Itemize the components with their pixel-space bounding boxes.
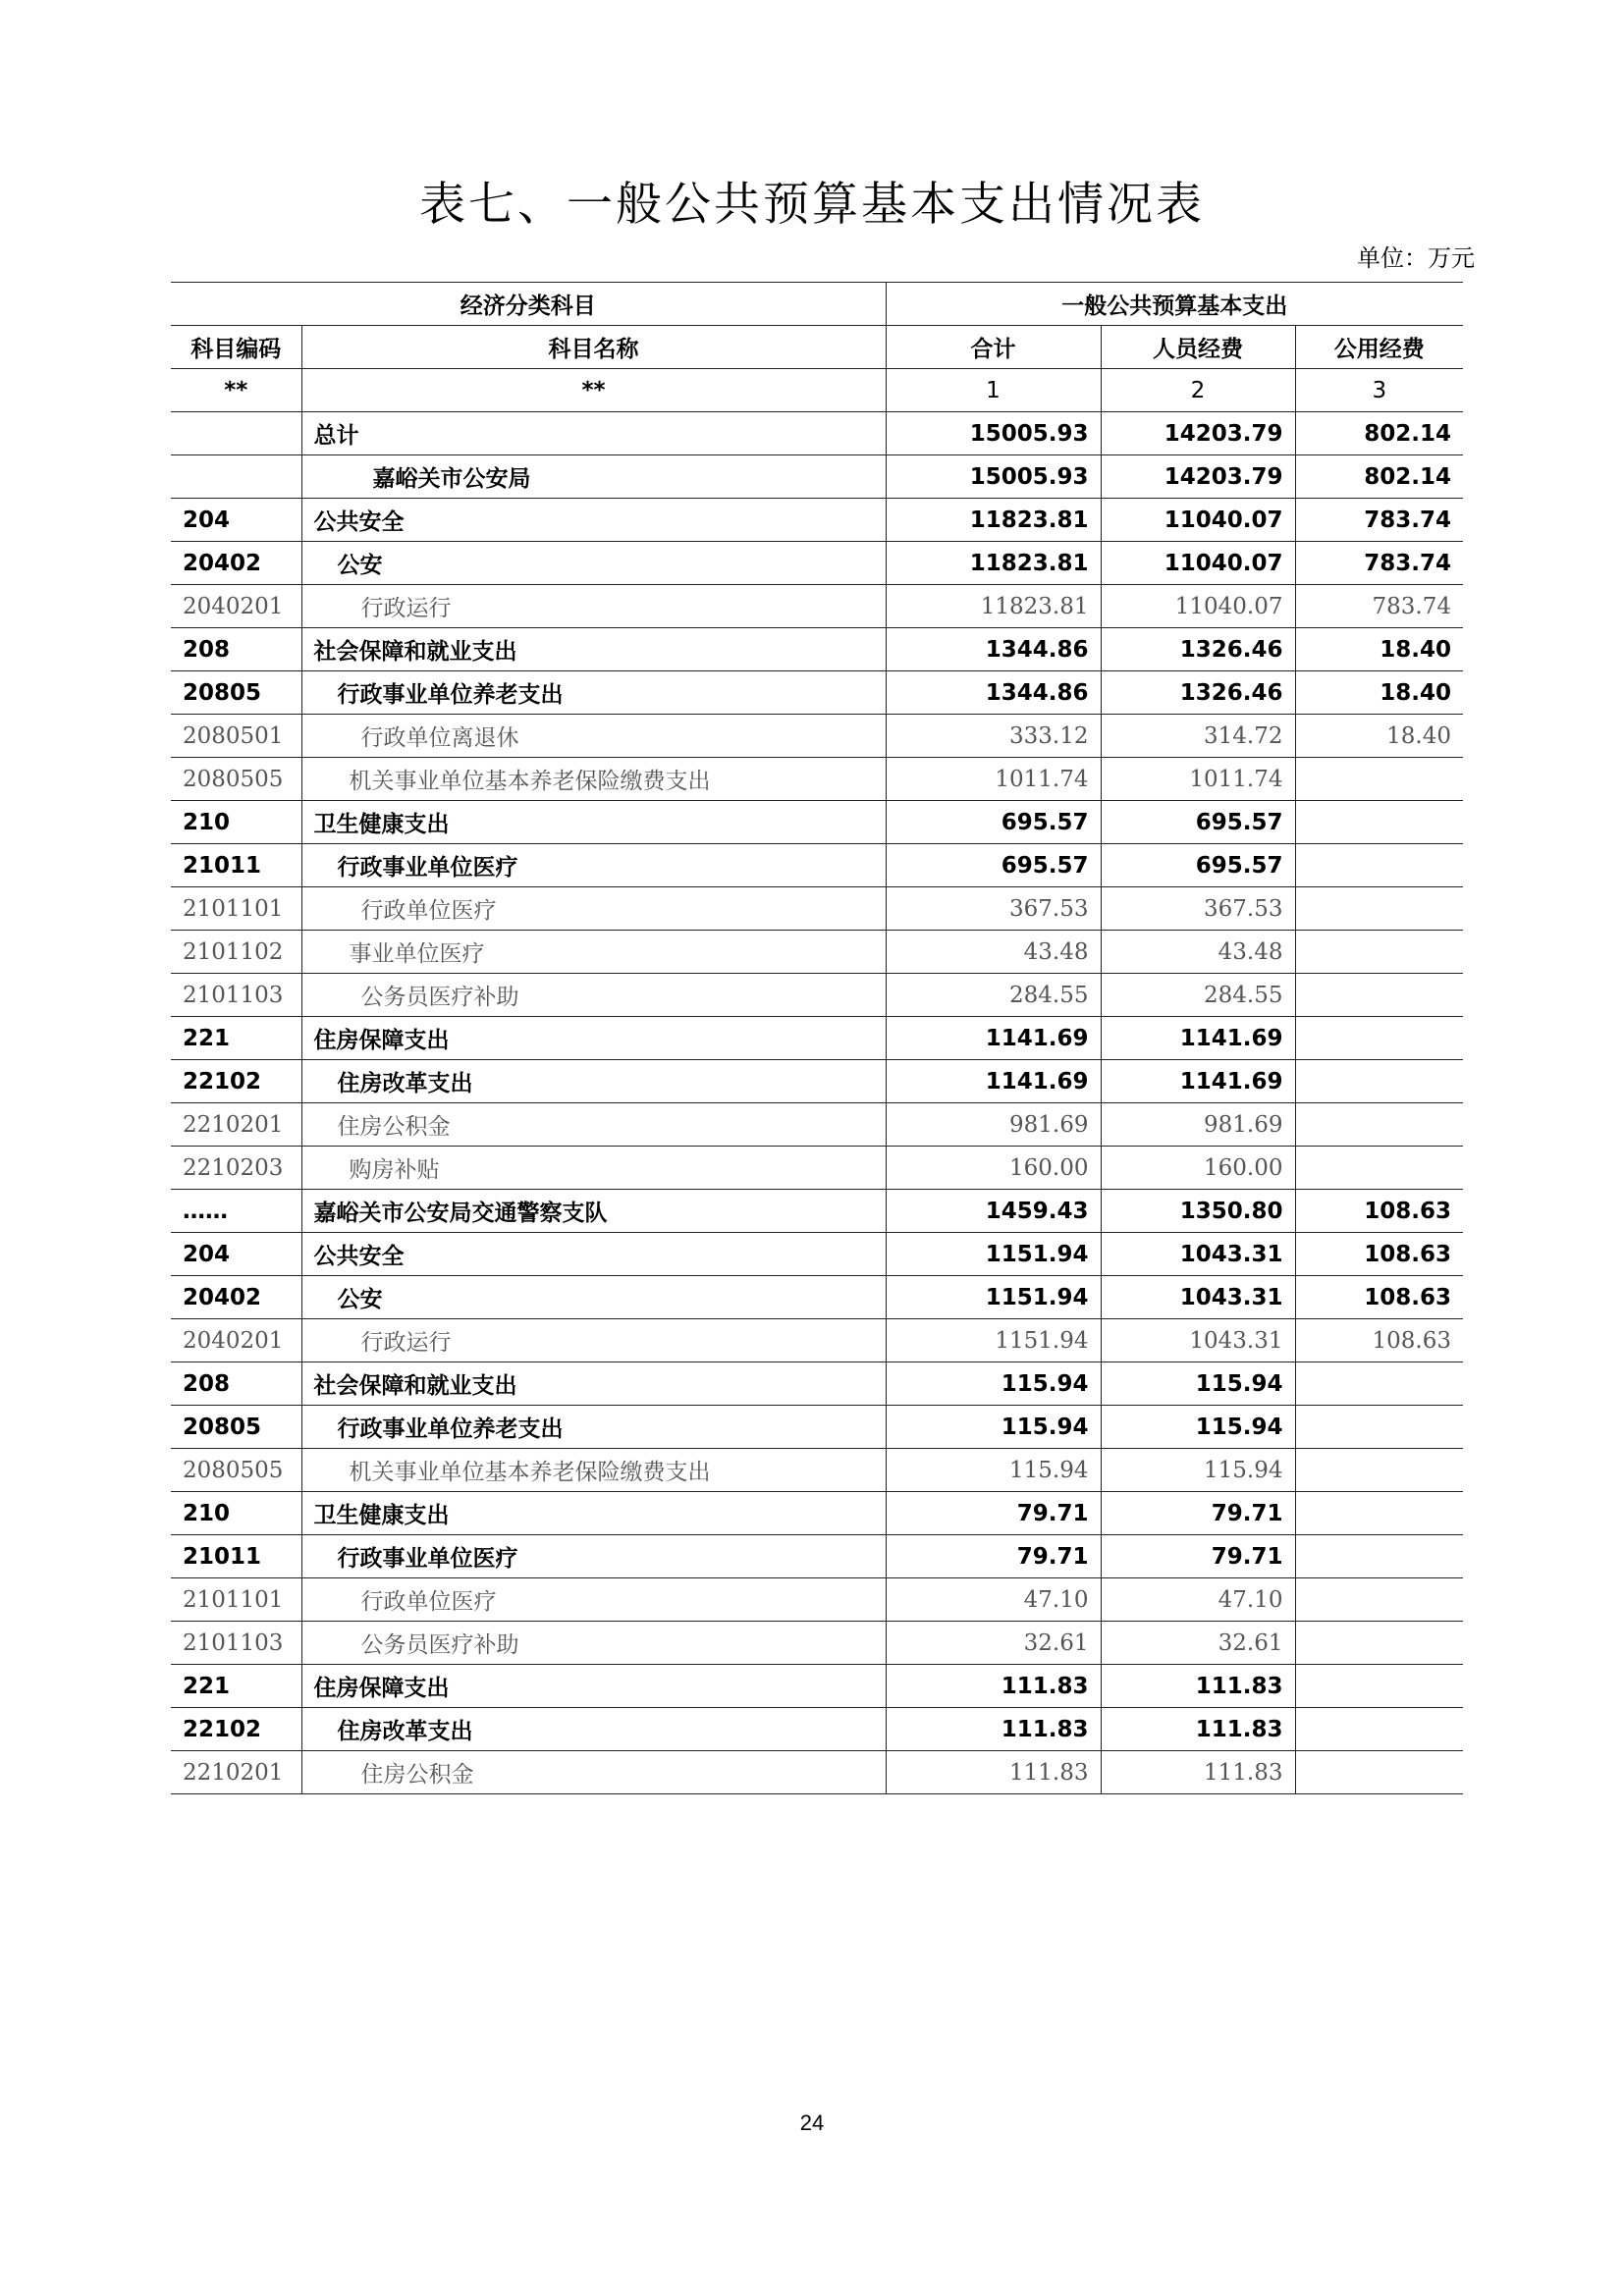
page-title: 表七、一般公共预算基本支出情况表 xyxy=(419,178,1205,232)
cell-total: 79.71 xyxy=(886,1535,1101,1578)
cell-personnel: 160.00 xyxy=(1101,1147,1295,1190)
cell-public: 18.40 xyxy=(1295,628,1463,671)
cell-public xyxy=(1295,931,1463,974)
cell-total: 115.94 xyxy=(886,1449,1101,1492)
group-header-row xyxy=(171,283,1463,326)
cell-total: 695.57 xyxy=(886,801,1101,844)
cell-personnel: 1326.46 xyxy=(1101,671,1295,715)
table-row xyxy=(171,585,1463,628)
cell-personnel: 1043.31 xyxy=(1101,1233,1295,1276)
cell-total: 1141.69 xyxy=(886,1060,1101,1103)
table-row xyxy=(171,1362,1463,1406)
cell-code: 204 xyxy=(171,499,301,542)
cell-public: 108.63 xyxy=(1295,1233,1463,1276)
cell-personnel: 115.94 xyxy=(1101,1449,1295,1492)
cell-name: 嘉峪关市公安局 xyxy=(301,455,886,499)
cell-personnel: 43.48 xyxy=(1101,931,1295,974)
table-row xyxy=(171,1060,1463,1103)
header-name: 科目名称 xyxy=(301,326,886,369)
index-name: ** xyxy=(301,369,886,412)
cell-total: 1141.69 xyxy=(886,1017,1101,1060)
cell-personnel: 367.53 xyxy=(1101,887,1295,931)
cell-name: 行政事业单位医疗 xyxy=(301,844,886,887)
cell-code xyxy=(171,412,301,455)
cell-total: 11823.81 xyxy=(886,585,1101,628)
cell-name: 嘉峪关市公安局交通警察支队 xyxy=(301,1190,886,1233)
cell-code: 2210201 xyxy=(171,1751,301,1794)
cell-name: 住房公积金 xyxy=(301,1751,886,1794)
cell-name: 行政事业单位养老支出 xyxy=(301,671,886,715)
cell-public xyxy=(1295,1751,1463,1794)
cell-total: 367.53 xyxy=(886,887,1101,931)
cell-public xyxy=(1295,1665,1463,1708)
cell-public: 18.40 xyxy=(1295,715,1463,758)
cell-personnel: 115.94 xyxy=(1101,1362,1295,1406)
index-row xyxy=(171,369,1463,412)
cell-personnel: 14203.79 xyxy=(1101,412,1295,455)
cell-public xyxy=(1295,1622,1463,1665)
cell-name: 行政事业单位养老支出 xyxy=(301,1406,886,1449)
table-row xyxy=(171,1276,1463,1319)
index-personnel: 2 xyxy=(1101,369,1295,412)
table-row xyxy=(171,1492,1463,1535)
cell-code: 20402 xyxy=(171,1276,301,1319)
column-header-row xyxy=(171,326,1463,369)
cell-code: 2101103 xyxy=(171,1622,301,1665)
cell-code: 22102 xyxy=(171,1708,301,1751)
table-row xyxy=(171,1103,1463,1147)
cell-personnel: 1043.31 xyxy=(1101,1276,1295,1319)
cell-personnel: 981.69 xyxy=(1101,1103,1295,1147)
cell-public: 108.63 xyxy=(1295,1276,1463,1319)
cell-code: 2040201 xyxy=(171,585,301,628)
cell-personnel: 11040.07 xyxy=(1101,585,1295,628)
cell-total: 115.94 xyxy=(886,1406,1101,1449)
table-row xyxy=(171,758,1463,801)
cell-name: 机关事业单位基本养老保险缴费支出 xyxy=(301,1449,886,1492)
cell-public: 783.74 xyxy=(1295,499,1463,542)
cell-code: 2040201 xyxy=(171,1319,301,1362)
table-row xyxy=(171,844,1463,887)
cell-name: 公共安全 xyxy=(301,1233,886,1276)
cell-name: 住房改革支出 xyxy=(301,1060,886,1103)
cell-public xyxy=(1295,758,1463,801)
page-number: 24 xyxy=(799,2110,825,2135)
table-row xyxy=(171,671,1463,715)
header-public: 公用经费 xyxy=(1295,326,1463,369)
cell-personnel: 695.57 xyxy=(1101,844,1295,887)
cell-total: 79.71 xyxy=(886,1492,1101,1535)
cell-code: 20805 xyxy=(171,671,301,715)
cell-public xyxy=(1295,1578,1463,1622)
cell-public xyxy=(1295,1535,1463,1578)
cell-code: 20402 xyxy=(171,542,301,585)
cell-name: 卫生健康支出 xyxy=(301,801,886,844)
table-row xyxy=(171,628,1463,671)
cell-name: 公安 xyxy=(301,542,886,585)
table-row xyxy=(171,1578,1463,1622)
cell-code: 210 xyxy=(171,801,301,844)
table-row xyxy=(171,1449,1463,1492)
cell-total: 284.55 xyxy=(886,974,1101,1017)
cell-code: …… xyxy=(171,1190,301,1233)
cell-public xyxy=(1295,801,1463,844)
cell-personnel: 1043.31 xyxy=(1101,1319,1295,1362)
cell-personnel: 11040.07 xyxy=(1101,542,1295,585)
cell-personnel: 1141.69 xyxy=(1101,1060,1295,1103)
table-row xyxy=(171,1665,1463,1708)
cell-code: 2101103 xyxy=(171,974,301,1017)
header-total: 合计 xyxy=(886,326,1101,369)
table-row xyxy=(171,499,1463,542)
table-row xyxy=(171,1406,1463,1449)
header-personnel: 人员经费 xyxy=(1101,326,1295,369)
cell-public xyxy=(1295,1017,1463,1060)
cell-public xyxy=(1295,1060,1463,1103)
cell-personnel: 14203.79 xyxy=(1101,455,1295,499)
cell-public xyxy=(1295,844,1463,887)
table-row xyxy=(171,1751,1463,1794)
cell-total: 1344.86 xyxy=(886,628,1101,671)
table-row xyxy=(171,1622,1463,1665)
cell-personnel: 79.71 xyxy=(1101,1535,1295,1578)
cell-code: 2101101 xyxy=(171,1578,301,1622)
cell-public xyxy=(1295,1406,1463,1449)
cell-personnel: 111.83 xyxy=(1101,1708,1295,1751)
table-row xyxy=(171,455,1463,499)
cell-total: 1151.94 xyxy=(886,1276,1101,1319)
cell-code: 2101101 xyxy=(171,887,301,931)
cell-public xyxy=(1295,887,1463,931)
cell-public xyxy=(1295,1103,1463,1147)
cell-name: 机关事业单位基本养老保险缴费支出 xyxy=(301,758,886,801)
cell-name: 公共安全 xyxy=(301,499,886,542)
cell-name: 住房保障支出 xyxy=(301,1017,886,1060)
cell-total: 47.10 xyxy=(886,1578,1101,1622)
cell-name: 总计 xyxy=(301,412,886,455)
cell-code: 20805 xyxy=(171,1406,301,1449)
cell-public xyxy=(1295,974,1463,1017)
cell-name: 卫生健康支出 xyxy=(301,1492,886,1535)
cell-total: 15005.93 xyxy=(886,455,1101,499)
cell-public xyxy=(1295,1708,1463,1751)
cell-total: 11823.81 xyxy=(886,542,1101,585)
cell-total: 333.12 xyxy=(886,715,1101,758)
cell-public: 802.14 xyxy=(1295,455,1463,499)
group-header-expenditure: 一般公共预算基本支出 xyxy=(886,283,1463,326)
cell-name: 行政运行 xyxy=(301,1319,886,1362)
cell-name: 购房补贴 xyxy=(301,1147,886,1190)
cell-name: 行政单位离退休 xyxy=(301,715,886,758)
table-row xyxy=(171,801,1463,844)
cell-name: 住房公积金 xyxy=(301,1103,886,1147)
cell-personnel: 1011.74 xyxy=(1101,758,1295,801)
cell-code: 2101102 xyxy=(171,931,301,974)
cell-public xyxy=(1295,1449,1463,1492)
cell-total: 32.61 xyxy=(886,1622,1101,1665)
cell-total: 15005.93 xyxy=(886,412,1101,455)
cell-public: 108.63 xyxy=(1295,1319,1463,1362)
cell-personnel: 695.57 xyxy=(1101,801,1295,844)
cell-code: 2080505 xyxy=(171,758,301,801)
budget-table xyxy=(171,282,1463,1794)
cell-public: 108.63 xyxy=(1295,1190,1463,1233)
table-row xyxy=(171,1708,1463,1751)
cell-total: 111.83 xyxy=(886,1708,1101,1751)
cell-personnel: 11040.07 xyxy=(1101,499,1295,542)
cell-code: 208 xyxy=(171,1362,301,1406)
header-code: 科目编码 xyxy=(171,326,301,369)
cell-public: 783.74 xyxy=(1295,585,1463,628)
cell-personnel: 314.72 xyxy=(1101,715,1295,758)
index-code: ** xyxy=(171,369,301,412)
cell-public: 802.14 xyxy=(1295,412,1463,455)
cell-total: 11823.81 xyxy=(886,499,1101,542)
cell-code: 2080505 xyxy=(171,1449,301,1492)
cell-personnel: 1350.80 xyxy=(1101,1190,1295,1233)
cell-personnel: 111.83 xyxy=(1101,1665,1295,1708)
cell-name: 住房改革支出 xyxy=(301,1708,886,1751)
cell-name: 事业单位医疗 xyxy=(301,931,886,974)
cell-code: 2080501 xyxy=(171,715,301,758)
cell-public xyxy=(1295,1362,1463,1406)
cell-total: 111.83 xyxy=(886,1665,1101,1708)
unit-label: 单位：万元 xyxy=(1357,244,1475,272)
table-row xyxy=(171,412,1463,455)
table-row xyxy=(171,974,1463,1017)
cell-code: 221 xyxy=(171,1665,301,1708)
cell-total: 695.57 xyxy=(886,844,1101,887)
cell-total: 1344.86 xyxy=(886,671,1101,715)
table-row xyxy=(171,1190,1463,1233)
cell-personnel: 1326.46 xyxy=(1101,628,1295,671)
cell-personnel: 111.83 xyxy=(1101,1751,1295,1794)
cell-name: 公务员医疗补助 xyxy=(301,974,886,1017)
cell-total: 1459.43 xyxy=(886,1190,1101,1233)
cell-name: 行政单位医疗 xyxy=(301,887,886,931)
cell-personnel: 1141.69 xyxy=(1101,1017,1295,1060)
index-public: 3 xyxy=(1295,369,1463,412)
cell-total: 160.00 xyxy=(886,1147,1101,1190)
cell-name: 公务员医疗补助 xyxy=(301,1622,886,1665)
cell-code: 2210203 xyxy=(171,1147,301,1190)
cell-personnel: 47.10 xyxy=(1101,1578,1295,1622)
cell-code: 210 xyxy=(171,1492,301,1535)
cell-name: 公安 xyxy=(301,1276,886,1319)
cell-code xyxy=(171,455,301,499)
group-header-economic: 经济分类科目 xyxy=(171,283,886,326)
table-row xyxy=(171,1535,1463,1578)
table-row xyxy=(171,887,1463,931)
index-total: 1 xyxy=(886,369,1101,412)
cell-name: 社会保障和就业支出 xyxy=(301,628,886,671)
cell-code: 22102 xyxy=(171,1060,301,1103)
cell-total: 111.83 xyxy=(886,1751,1101,1794)
cell-public xyxy=(1295,1147,1463,1190)
cell-name: 社会保障和就业支出 xyxy=(301,1362,886,1406)
table-row xyxy=(171,542,1463,585)
cell-code: 21011 xyxy=(171,1535,301,1578)
cell-code: 221 xyxy=(171,1017,301,1060)
cell-code: 21011 xyxy=(171,844,301,887)
cell-name: 住房保障支出 xyxy=(301,1665,886,1708)
table-row xyxy=(171,1233,1463,1276)
table-row xyxy=(171,1319,1463,1362)
cell-personnel: 115.94 xyxy=(1101,1406,1295,1449)
table-row xyxy=(171,715,1463,758)
cell-code: 2210201 xyxy=(171,1103,301,1147)
cell-code: 208 xyxy=(171,628,301,671)
cell-total: 981.69 xyxy=(886,1103,1101,1147)
cell-name: 行政单位医疗 xyxy=(301,1578,886,1622)
table-row xyxy=(171,1147,1463,1190)
cell-personnel: 284.55 xyxy=(1101,974,1295,1017)
cell-total: 1151.94 xyxy=(886,1233,1101,1276)
cell-public: 783.74 xyxy=(1295,542,1463,585)
table-body xyxy=(171,412,1463,1794)
cell-public: 18.40 xyxy=(1295,671,1463,715)
cell-public xyxy=(1295,1492,1463,1535)
cell-name: 行政事业单位医疗 xyxy=(301,1535,886,1578)
cell-personnel: 32.61 xyxy=(1101,1622,1295,1665)
table-row xyxy=(171,1017,1463,1060)
cell-code: 204 xyxy=(171,1233,301,1276)
cell-total: 1011.74 xyxy=(886,758,1101,801)
cell-personnel: 79.71 xyxy=(1101,1492,1295,1535)
table-row xyxy=(171,931,1463,974)
cell-total: 1151.94 xyxy=(886,1319,1101,1362)
cell-name: 行政运行 xyxy=(301,585,886,628)
cell-total: 43.48 xyxy=(886,931,1101,974)
cell-total: 115.94 xyxy=(886,1362,1101,1406)
